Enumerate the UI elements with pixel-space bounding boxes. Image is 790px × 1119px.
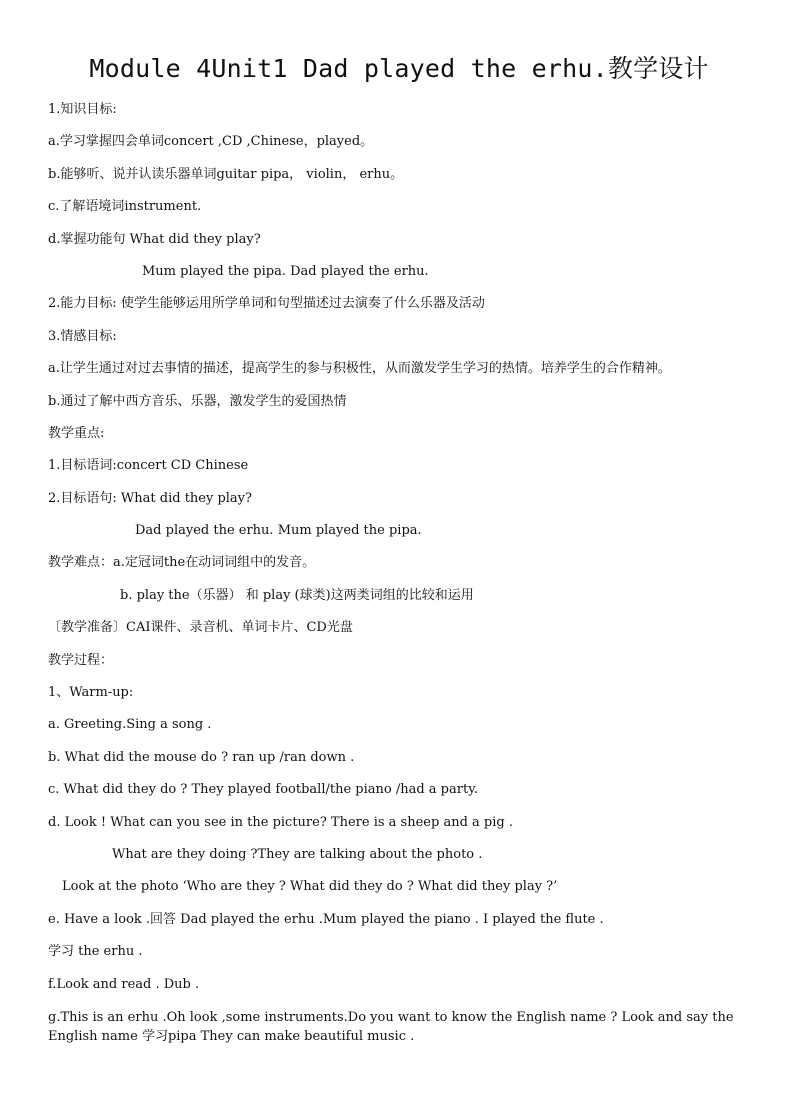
teaching-process-heading: 教学过程：: [48, 652, 114, 668]
key-point-sentences-answers: Dad played the erhu. Mum played the pipa.: [135, 523, 422, 539]
warm-up-e: e. Have a look .回答 Dad played the erhu .Mum played the piano . I played the flute .: [48, 911, 604, 927]
emotion-goal-b: b.通过了解中西方音乐、乐器，激发学生的爱国热情: [48, 393, 347, 409]
document-title: Module 4Unit1 Dad played the erhu.教学设计: [89, 54, 709, 83]
warm-up-d-photo: Look at the photo ‘Who are they ? What did they do ? What did they play ?’: [62, 879, 558, 895]
knowledge-goal-d: d.掌握功能句 What did they play?: [48, 231, 261, 247]
ability-goal: 2.能力目标: 使学生能够运用所学单词和句型描述过去演奏了什么乐器及活动: [48, 296, 485, 312]
difficult-points-a: 教学难点：a.定冠词the在动词词组中的发音。: [48, 555, 316, 571]
knowledge-goal-a: a.学习掌握四会单词concert ,CD ,Chinese，played。: [48, 134, 374, 150]
warm-up-a: a. Greeting.Sing a song .: [48, 717, 212, 733]
emotion-goal-heading: 3.情感目标:: [48, 328, 117, 344]
knowledge-goal-c: c.了解语境词instrument.: [48, 199, 202, 215]
warm-up-g: g.This is an erhu .Oh look ,some instruments.Do you want to know the English name ? Look and say the English name 学习pipa They can make beautiful music .: [48, 1009, 734, 1044]
knowledge-goal-heading: 1.知识目标:: [48, 102, 117, 117]
key-point-sentences: 2.目标语句: What did they play?: [48, 490, 253, 506]
warm-up-d: d. Look ! What can you see in the picture? There is a sheep and a pig .: [48, 814, 513, 830]
key-point-words: 1.目标语词:concert CD Chinese: [48, 458, 249, 474]
difficult-points-b: b. play the（乐器） 和 play (球类)这两类词组的比较和运用: [120, 587, 474, 603]
emotion-goal-a: a.让学生通过对过去事情的描述，提高学生的参与积极性，从而激发学生学习的热情。培养学生的合作精神。: [48, 361, 671, 377]
key-points-heading: 教学重点:: [48, 425, 105, 441]
warm-up-b: b. What did the mouse do ? ran up /ran down .: [48, 749, 355, 765]
warm-up-c: c. What did they do ? They played football/the piano /had a party.: [48, 782, 478, 798]
warm-up-e-learn: 学习 the erhu .: [48, 944, 143, 960]
teaching-preparation: 〔教学准备〕CAI课件、录音机、单词卡片、CD光盘: [48, 620, 353, 636]
warm-up-heading: 1、Warm-up:: [48, 685, 134, 701]
document-body: [48, 94, 750, 1046]
knowledge-goal-d-answers: Mum played the pipa. Dad played the erhu.: [142, 263, 429, 279]
warm-up-d-question: What are they doing ?They are talking about the photo .: [112, 846, 483, 862]
knowledge-goal-b: b.能够听、说并认读乐器单词guitar pipa， violin， erhu。: [48, 166, 404, 182]
warm-up-f: f.Look and read . Dub .: [48, 976, 200, 992]
